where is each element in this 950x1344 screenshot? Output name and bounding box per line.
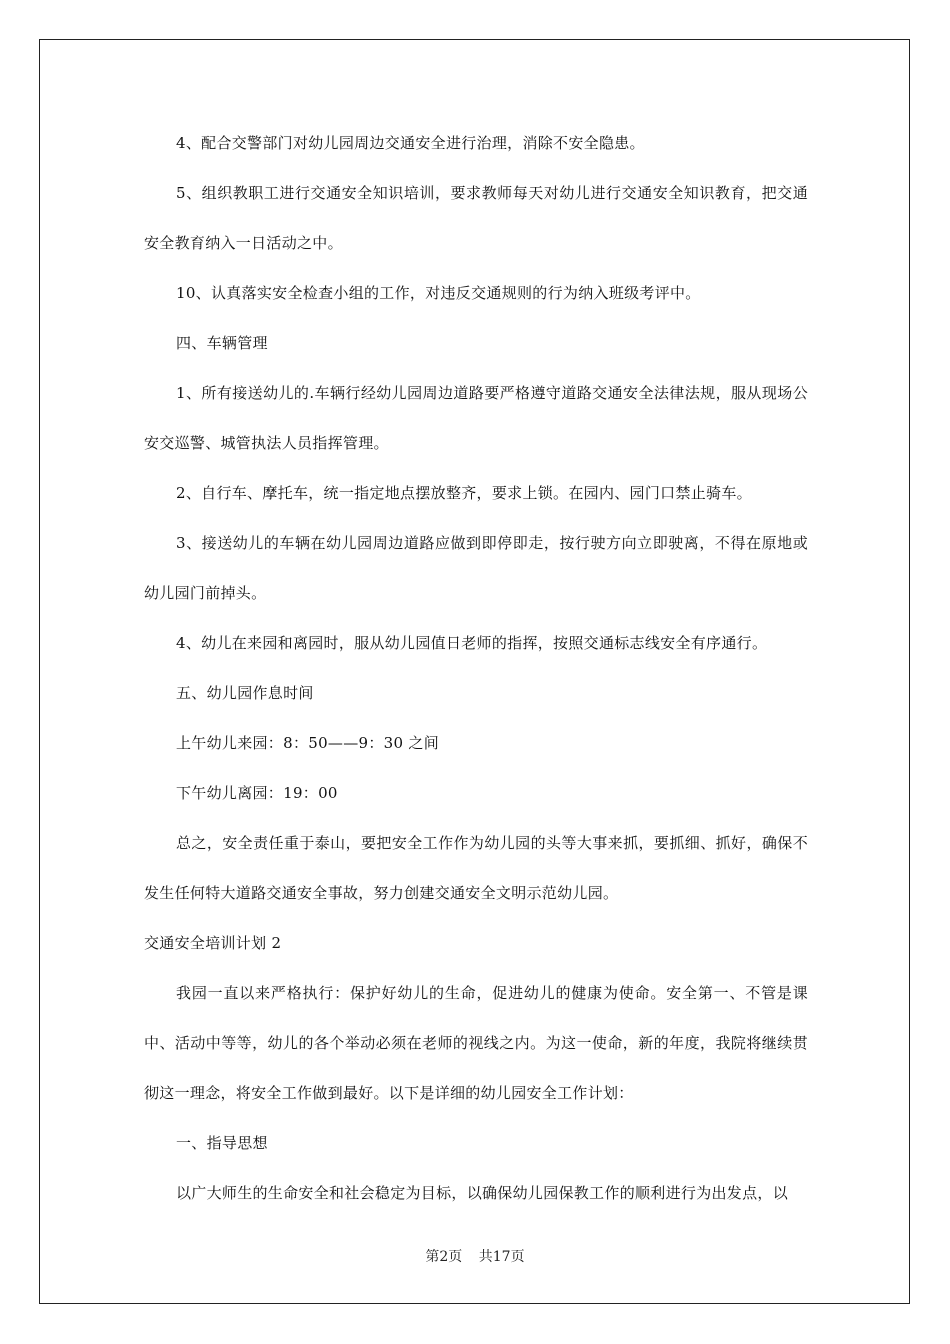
paragraph: 3、接送幼儿的车辆在幼儿园周边道路应做到即停即走，按行驶方向立即驶离，不得在原地或幼儿园门前掉头。 (144, 534, 808, 602)
paragraph: 上午幼儿来园：8：50——9：30 之间 (176, 734, 440, 752)
paragraph: 我园一直以来严格执行：保护好幼儿的生命，促进幼儿的健康为使命。安全第一、不管是课中、活动中等等，幼儿的各个举动必须在老师的视线之内。为这一使命，新的年度，我院将继续贯彻这一理念，将安全工作做到最好。以下是详细的幼儿园安全工作计划： (144, 984, 808, 1102)
paragraph: 4、配合交警部门对幼儿园周边交通安全进行治理，消除不安全隐患。 (176, 134, 645, 152)
page-number: 第2页 (425, 1249, 463, 1265)
section-heading: 四、车辆管理 (176, 334, 268, 352)
paragraph: 5、组织教职工进行交通安全知识培训，要求教师每天对幼儿进行交通安全知识教育，把交通安全教育纳入一日活动之中。 (144, 184, 808, 252)
paragraph: 4、幼儿在来园和离园时，服从幼儿园值日老师的指挥，按照交通标志线安全有序通行。 (176, 634, 768, 652)
document-body (144, 118, 808, 1218)
page-total: 共17页 (478, 1249, 525, 1265)
section-heading: 五、幼儿园作息时间 (176, 684, 314, 702)
page-footer (0, 1246, 950, 1266)
paragraph: 2、自行车、摩托车，统一指定地点摆放整齐，要求上锁。在园内、园门口禁止骑车。 (176, 484, 752, 502)
paragraph: 总之，安全责任重于泰山，要把安全工作作为幼儿园的头等大事来抓，要抓细、抓好，确保不发生任何特大道路交通安全事故，努力创建交通安全文明示范幼儿园。 (144, 834, 808, 902)
paragraph: 1、所有接送幼儿的.车辆行经幼儿园周边道路要严格遵守道路交通安全法律法规，服从现场公安交巡警、城管执法人员指挥管理。 (144, 384, 808, 452)
paragraph: 以广大师生的生命安全和社会稳定为目标，以确保幼儿园保教工作的顺利进行为出发点，以 (176, 1184, 789, 1202)
paragraph: 下午幼儿离园：19：00 (176, 784, 338, 802)
paragraph: 10、认真落实安全检查小组的工作，对违反交通规则的行为纳入班级考评中。 (176, 284, 701, 302)
document-subtitle: 交通安全培训计划 2 (144, 934, 282, 952)
section-heading: 一、指导思想 (176, 1134, 268, 1152)
